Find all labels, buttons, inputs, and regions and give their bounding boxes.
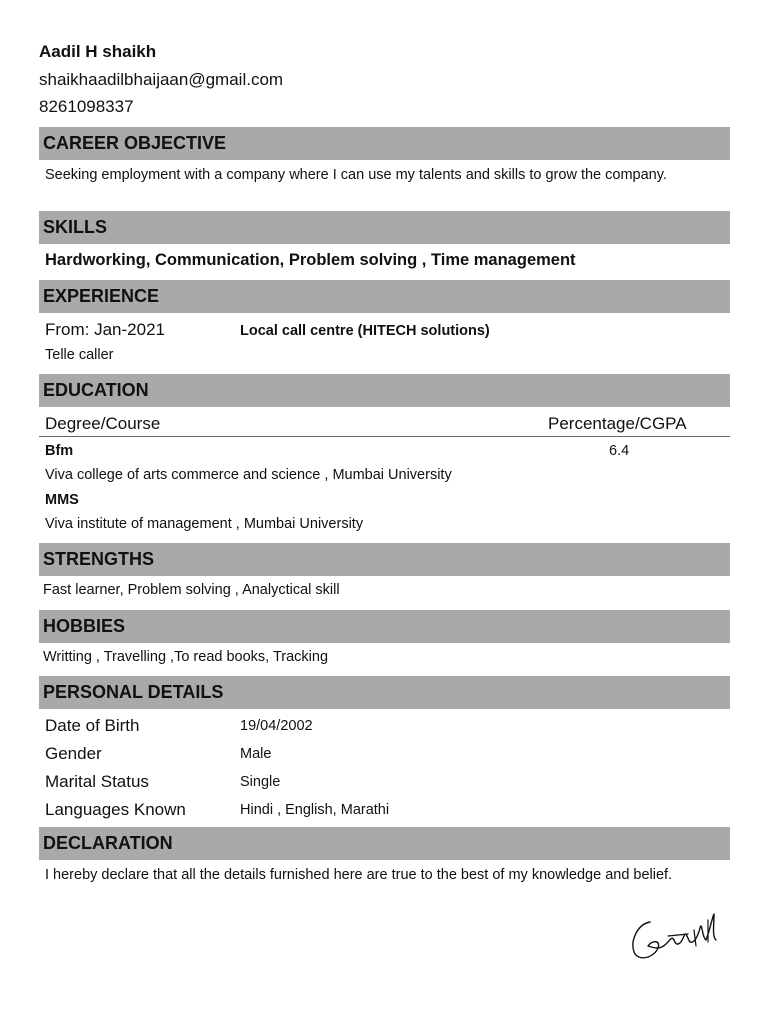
education-title: EDUCATION	[43, 380, 149, 400]
detail-value: Single	[240, 774, 281, 790]
skills-text: Hardworking, Communication, Problem solving , Time management	[45, 251, 576, 269]
education-score: 6.4	[609, 443, 630, 459]
education-institute: Viva institute of management , Mumbai University	[45, 516, 364, 532]
hobbies-header	[39, 610, 730, 643]
education-header-rule	[39, 436, 730, 437]
detail-value: Male	[240, 746, 272, 762]
strengths-text: Fast learner, Problem solving , Analyctical skill	[43, 582, 340, 598]
personal-details-header	[39, 676, 730, 709]
education-header	[39, 374, 730, 407]
detail-label: Languages Known	[45, 800, 186, 819]
career-objective-header	[39, 127, 730, 160]
experience-company: Local call centre (HITECH solutions)	[240, 323, 490, 339]
phone-text: 8261098337	[39, 97, 134, 116]
experience-from: From: Jan-2021	[45, 320, 165, 339]
hobbies-title: HOBBIES	[43, 616, 126, 636]
experience-header	[39, 280, 730, 313]
career-objective-text: Seeking employment with a company where I can use my talents and skills to grow the company.	[45, 167, 667, 183]
hobbies-text: Writting , Travelling ,To read books, Tracking	[43, 649, 329, 665]
candidate-name: Aadil H shaikh	[39, 42, 157, 61]
career-objective-title: CAREER OBJECTIVE	[43, 133, 227, 153]
detail-label: Date of Birth	[45, 716, 140, 735]
personal-details-title: PERSONAL DETAILS	[43, 682, 224, 702]
signature-icon	[628, 906, 724, 966]
education-degree: MMS	[45, 492, 79, 508]
education-institute: Viva college of arts commerce and science , Mumbai University	[45, 467, 452, 483]
skills-header	[39, 211, 730, 244]
detail-label: Marital Status	[45, 772, 149, 791]
declaration-text: I hereby declare that all the details furnished here are true to the best of my knowledge and belief.	[45, 867, 673, 883]
detail-value: 19/04/2002	[240, 718, 313, 734]
experience-role: Telle caller	[45, 347, 114, 363]
detail-label: Gender	[45, 744, 102, 763]
detail-value: Hindi , English, Marathi	[240, 802, 390, 818]
declaration-title: DECLARATION	[43, 833, 173, 853]
experience-title: EXPERIENCE	[43, 286, 160, 306]
education-col-score: Percentage/CGPA	[548, 414, 687, 433]
education-col-course: Degree/Course	[45, 414, 161, 433]
skills-title: SKILLS	[43, 217, 108, 237]
strengths-title: STRENGTHS	[43, 549, 155, 569]
strengths-header	[39, 543, 730, 576]
declaration-header	[39, 827, 730, 860]
email-text: shaikhaadilbhaijaan@gmail.com	[39, 70, 284, 89]
education-degree: Bfm	[45, 443, 74, 459]
